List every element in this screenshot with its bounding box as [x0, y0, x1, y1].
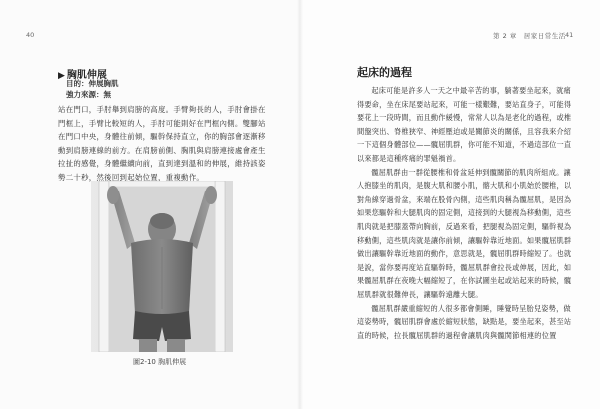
paragraph-1: 起床可能是許多人一天之中最辛苦的事，躺著要坐起來，就痛得要命，坐在床尾要站起來，可能一樣艱難，要站直身子，可能得要花上一段時間，而且動作緩慢，常常人以為是老化的過程，或椎間盤突出、脊椎狹窄、神經壓迫或是關節炎的關係，且容我來介紹一下這個身體部位——髖屈肌群，你可能不知道，不過這部位一直以來都是這種疼痛的罪魁禍首。 [357, 86, 572, 163]
paragraph-2: 髖屈肌群由一群從腰椎和骨盆延伸到髖關節的肌肉所組成。讓人抱膝坐的肌肉，是腹大肌和腰小肌，髂大肌和小肌始於腰椎，以對角線穿過骨盆，來端在股骨內側，這些肌肉稱為髖屈肌，是因為如果您驅幹和大腿肌肉的固定側，這接到的大腿視為移動側，這些肌肉就是把膝蓋帶向胸前，反過來看，把腿視為固定側，驅幹視為移動側，這些肌肉就是讓你前傾，讓驅幹靠近地面。如果髖屈肌群做出讓驅幹靠近地面的動作，意思就是，髖屈肌群時縮短了。也就是說，當你要再度站直驅幹時，髖屈肌群會拉長或伸展，因此，如果髖屈肌群在夜晚大幅縮短了，在你試圖坐起或站起來的時候，髖屈肌群就很難伸長，讓驅幹遠離大腿。 [357, 167, 572, 299]
paragraph-3: 髖屈肌群嚴重縮短的人很多都會側睡，睡覺時呈胎兒姿勢，做這姿勢時，髖屈肌群會處於縮短狀態，缺點是，要坐起來，甚至站直的時候，拉長髖屈肌群的過程會讓肌肉與髖関節相連的位置 [357, 303, 572, 340]
right-body-text [357, 84, 573, 342]
difficulty-line: 強力來源：無 [66, 90, 111, 99]
man-doorway-stretch-illustration [91, 181, 233, 352]
chapter-heading: 起床的過程 [357, 66, 412, 79]
left-body-text: 站在門口，手肘舉到肩膀的高度。手臂夠長的人，手肘會掛在門框上，手臂比較短的人，手肘可能則好在門框內側。雙腳站在門口中央，身體往前傾，驅幹保持直立，你的胸部會逐漸移動到肩膀連線的前方。在肩膀前側、胸肌與肩膀連接處會產生拉扯的感覺，身體繼續向前，直到達到溫和的伸展，維持該姿勢二十秒，然後回到起始位置，重複動作。 [58, 105, 266, 182]
running-head: 第 2 章 居家日常生活 [493, 32, 566, 40]
target-line: 目的：伸展胸肌 [66, 79, 119, 88]
left-page-number: 40 [26, 31, 35, 39]
book-gutter [297, 0, 303, 409]
section-title-text: 胸肌伸展 [66, 70, 107, 81]
right-page-number: 41 [565, 31, 574, 39]
figure-caption: 圖2-10 胸肌伸展 [133, 358, 187, 366]
triangle-bullet-icon: ▶ [58, 71, 65, 81]
chest-stretch-photo [91, 181, 233, 352]
